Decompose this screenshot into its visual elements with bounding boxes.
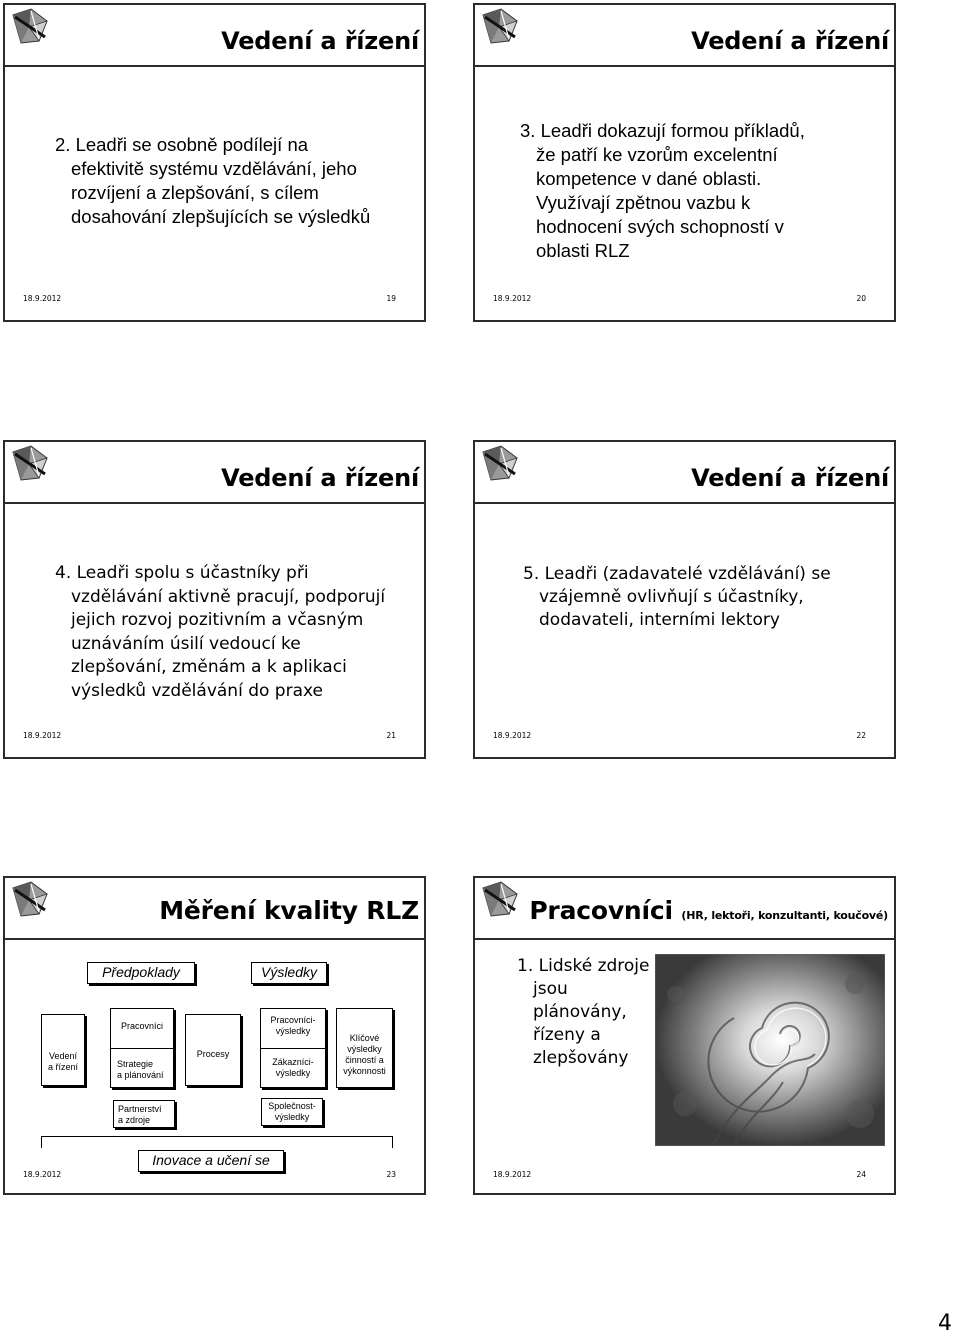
- body-line: vzájemně ovlivňují s účastníky,: [539, 587, 804, 607]
- spiral-image: [655, 954, 885, 1146]
- box-text: výsledky: [274, 1112, 310, 1122]
- body-line: 3. Leadři dokazují formou příkladů,: [520, 120, 805, 141]
- slide-number: 20: [856, 294, 866, 303]
- slide-23: [3, 876, 426, 1195]
- spolecnost-vysledky-box: [261, 1098, 323, 1126]
- logo-icon: [479, 7, 521, 49]
- logo-icon: [9, 7, 51, 49]
- slide-number: 24: [856, 1170, 866, 1179]
- box-text: a plánování: [117, 1070, 164, 1080]
- slide-22: [473, 440, 896, 759]
- body-line: rozvíjení a zlepšování, s cílem: [71, 182, 319, 203]
- title-main: Pracovníci: [529, 896, 673, 925]
- slide-header: [5, 878, 424, 940]
- slide-title: Vedení a řízení: [221, 464, 419, 492]
- vysledky-pracovnici-zakaznici-box: [260, 1008, 326, 1088]
- box-text: výsledky: [275, 1026, 311, 1036]
- logo-icon: [9, 880, 51, 922]
- body-line: zlepšování, změnám a k aplikaci: [71, 657, 347, 677]
- slide-title: Vedení a řízení: [691, 27, 889, 55]
- body-line: jsou: [533, 979, 568, 999]
- inovace-line: [41, 1136, 42, 1148]
- slide-24: [473, 876, 896, 1195]
- inovace-line: [392, 1136, 393, 1148]
- slide-header: [475, 442, 894, 504]
- box-text: Společnost-: [268, 1101, 316, 1111]
- box-text: a zdroje: [118, 1115, 151, 1125]
- vysledky-box: Výsledky: [251, 962, 327, 984]
- box-text: činností a: [345, 1055, 384, 1065]
- slide-19: [3, 3, 426, 322]
- predpoklady-box: Předpoklady: [87, 962, 195, 984]
- box-text: výsledky: [347, 1044, 382, 1054]
- slide-body: [55, 133, 416, 229]
- box-text: Partnerství: [118, 1104, 162, 1114]
- pracovnici-vysledky-cell: [261, 1009, 325, 1049]
- body-line: dosahování zlepšujících se výsledků: [71, 206, 371, 227]
- body-line: hodnocení svých schopností v: [536, 216, 784, 237]
- slide-date: 18.9.2012: [23, 1170, 62, 1179]
- box-text: a řízení: [47, 1062, 78, 1072]
- body-line: efektivitě systému vzdělávání, jeho: [71, 158, 357, 179]
- inovace-box: Inovace a učení se: [138, 1150, 284, 1172]
- slide-number: 22: [856, 731, 866, 740]
- body-line: vzdělávání aktivně pracují, podporují: [71, 586, 386, 607]
- box-text: Klíčové: [349, 1033, 380, 1043]
- logo-icon: [9, 444, 51, 486]
- body-line: plánovány,: [533, 1002, 627, 1022]
- slide-header: [5, 5, 424, 67]
- body-line: uznáváním úsilí vedoucí ke: [71, 633, 301, 654]
- slide-date: 18.9.2012: [23, 731, 62, 740]
- body-line: oblasti RLZ: [536, 240, 630, 261]
- body-line: zlepšovány: [533, 1048, 629, 1068]
- title-subtitle: (HR, lektoři, konzultanti, koučové): [681, 909, 888, 922]
- pracovnici-strategie-box: [110, 1008, 174, 1088]
- body-line: výsledků vzdělávání do praxe: [71, 680, 323, 701]
- slide-body: [523, 563, 886, 632]
- page-number: 4: [938, 1311, 952, 1336]
- klicove-vysledky-box: [336, 1008, 393, 1088]
- partnerstvi-box: [113, 1100, 175, 1128]
- pracovnici-cell: Pracovníci: [111, 1009, 173, 1049]
- slide-number: 19: [386, 294, 396, 303]
- box-text: výsledky: [275, 1068, 311, 1078]
- body-line: dodavateli, interními lektory: [539, 610, 780, 630]
- body-line: že patří ke vzorům excelentní: [536, 144, 778, 165]
- slide-number: 23: [386, 1170, 396, 1179]
- box-text: Vedení: [48, 1051, 78, 1061]
- slide-header: [5, 442, 424, 504]
- body-line: kompetence v dané oblasti.: [536, 168, 762, 189]
- box-text: Pracovníci-: [270, 1015, 316, 1025]
- slide-body: [55, 562, 416, 703]
- body-line: 5. Leadři (zadavatelé vzdělávání) se: [523, 564, 831, 584]
- strategie-cell: [111, 1049, 173, 1081]
- body-line: Využívají zpětnou vazbu k: [536, 192, 751, 213]
- slide-date: 18.9.2012: [493, 294, 532, 303]
- slide-date: 18.9.2012: [493, 1170, 532, 1179]
- slide-number: 21: [386, 731, 396, 740]
- slide-date: 18.9.2012: [23, 294, 62, 303]
- body-line: jejich rozvoj pozitivním a včasným: [71, 610, 364, 630]
- box-text: Strategie: [117, 1059, 154, 1069]
- slide-21: [3, 440, 426, 759]
- slide-date: 18.9.2012: [493, 731, 532, 740]
- body-line: řízeny a: [533, 1025, 601, 1045]
- body-line: 2. Leadři se osobně podílejí na: [55, 134, 309, 155]
- procesy-box: Procesy: [185, 1014, 241, 1086]
- logo-icon: [479, 444, 521, 486]
- slide-title: [529, 896, 888, 925]
- slide-title: Měření kvality RLZ: [159, 896, 419, 925]
- slide-title: Vedení a řízení: [691, 464, 889, 492]
- zakaznici-vysledky-cell: [261, 1049, 325, 1079]
- slide-20: [473, 3, 896, 322]
- box-text: Zákazníci-: [272, 1057, 314, 1067]
- box-text: výkonnosti: [343, 1066, 386, 1076]
- vedeni-box: [41, 1014, 85, 1086]
- body-line: 1. Lidské zdroje: [517, 956, 650, 976]
- inovace-line: [41, 1136, 393, 1137]
- logo-icon: [479, 880, 521, 922]
- slide-body: [520, 119, 886, 263]
- slide-header: [475, 5, 894, 67]
- slide-header: [475, 878, 894, 940]
- slide-title: Vedení a řízení: [221, 27, 419, 55]
- body-line: 4. Leadři spolu s účastníky při: [55, 563, 309, 583]
